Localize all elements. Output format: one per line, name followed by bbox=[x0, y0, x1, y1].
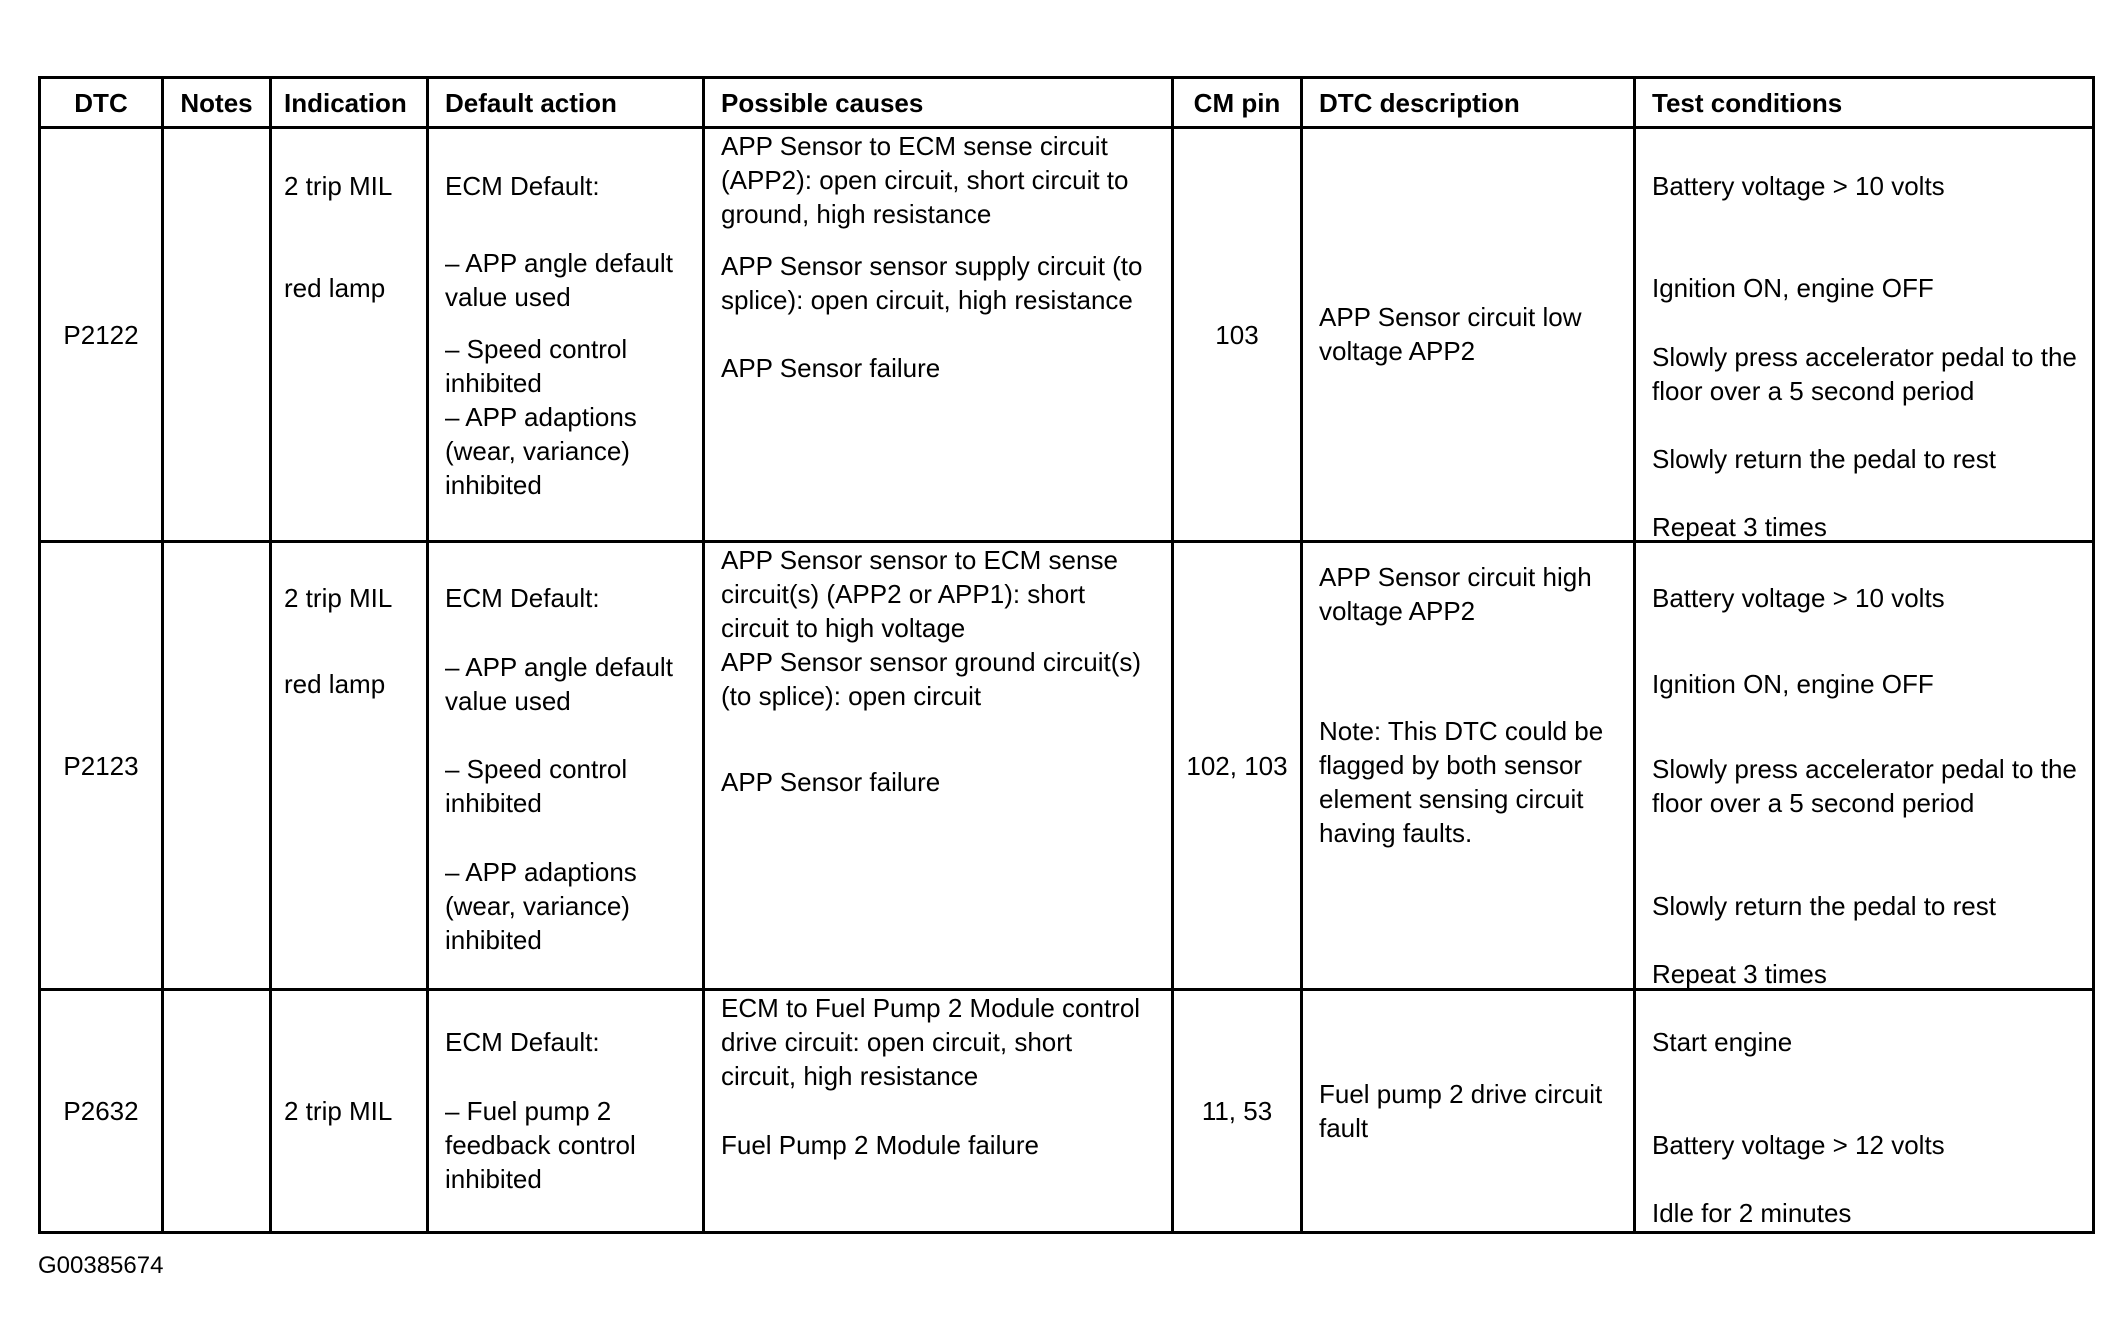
dtc-code: P2123 bbox=[63, 750, 139, 781]
dtc-description-line: having faults. bbox=[1319, 818, 1473, 848]
dtc-code-cell bbox=[40, 128, 163, 542]
default-action-line: feedback control bbox=[445, 1130, 636, 1160]
possible-causes-line: Fuel Pump 2 Module failure bbox=[721, 1130, 1039, 1160]
dtc-code-cell bbox=[40, 542, 163, 990]
default-action-line: value used bbox=[445, 686, 571, 716]
table-row bbox=[40, 990, 2094, 1233]
possible-causes-line: splice): open circuit, high resistance bbox=[721, 285, 1133, 315]
possible-causes-line: (APP2): open circuit, short circuit to bbox=[721, 165, 1129, 195]
dtc-description-line: Note: This DTC could be bbox=[1319, 716, 1604, 746]
dtc-description-cell bbox=[1302, 542, 1635, 990]
possible-causes-line: circuit, high resistance bbox=[721, 1061, 979, 1091]
indication-line: 2 trip MIL bbox=[284, 1096, 393, 1126]
header-dtc: DTC bbox=[40, 78, 163, 128]
default-action-line: inhibited bbox=[445, 925, 542, 955]
dtc-code: P2632 bbox=[63, 1096, 139, 1126]
default-action-line: – APP adaptions bbox=[445, 402, 637, 432]
dtc-description-line: flagged by both sensor bbox=[1319, 750, 1583, 780]
header-row bbox=[40, 78, 2094, 128]
indication-line: 2 trip MIL bbox=[284, 583, 393, 613]
default-action-cell bbox=[428, 128, 704, 542]
possible-causes-line: (to splice): open circuit bbox=[721, 681, 982, 711]
header-possible-causes: Possible causes bbox=[704, 78, 1173, 128]
dtc-description-line: voltage APP2 bbox=[1319, 596, 1476, 626]
test-conditions-line: Slowly return the pedal to rest bbox=[1652, 444, 1996, 474]
test-conditions-line: Battery voltage > 10 volts bbox=[1652, 171, 1945, 201]
test-conditions-line: Repeat 3 times bbox=[1652, 959, 1827, 989]
possible-causes-line: APP Sensor failure bbox=[721, 767, 941, 797]
dtc-code-cell bbox=[40, 990, 163, 1233]
possible-causes-line: ECM to Fuel Pump 2 Module control bbox=[721, 993, 1141, 1023]
test-conditions-cell bbox=[1635, 542, 2094, 990]
default-action-line: ECM Default: bbox=[445, 1027, 600, 1057]
table-row bbox=[40, 542, 2094, 990]
default-action-line: value used bbox=[445, 282, 571, 312]
indication-line: red lamp bbox=[284, 669, 386, 699]
default-action-line: (wear, variance) bbox=[445, 891, 630, 921]
possible-causes-cell bbox=[704, 990, 1173, 1233]
table-row bbox=[40, 128, 2094, 542]
default-action-line: inhibited bbox=[445, 788, 542, 818]
default-action-cell bbox=[428, 542, 704, 990]
dtc-description-line: APP Sensor circuit high bbox=[1319, 562, 1592, 592]
test-conditions-line: Slowly press accelerator pedal to the bbox=[1652, 754, 2077, 784]
default-action-line: inhibited bbox=[445, 470, 542, 500]
default-action-line: inhibited bbox=[445, 368, 542, 398]
indication-cell bbox=[271, 542, 428, 990]
dtc-description-cell bbox=[1302, 990, 1635, 1233]
test-conditions-cell bbox=[1635, 990, 2094, 1233]
dtc-code: P2122 bbox=[63, 319, 139, 350]
cm-pin: 11, 53 bbox=[1201, 1096, 1273, 1126]
default-action-line: inhibited bbox=[445, 1164, 542, 1194]
header-default-action: Default action bbox=[428, 78, 704, 128]
indication-line: 2 trip MIL bbox=[284, 171, 393, 201]
test-conditions-line: floor over a 5 second period bbox=[1652, 788, 1975, 818]
test-conditions-line: Idle for 2 minutes bbox=[1652, 1198, 1852, 1228]
dtc-table bbox=[38, 76, 2095, 1234]
test-conditions-line: Slowly return the pedal to rest bbox=[1652, 891, 1996, 921]
possible-causes-line: ground, high resistance bbox=[721, 199, 992, 229]
test-conditions-line: Start engine bbox=[1652, 1027, 1793, 1057]
cm-pin-cell bbox=[1173, 990, 1302, 1233]
notes-cell bbox=[163, 128, 271, 542]
header-cm-pin: CM pin bbox=[1173, 78, 1302, 128]
default-action-line: – Fuel pump 2 bbox=[445, 1096, 612, 1126]
possible-causes-line: circuit(s) (APP2 or APP1): short bbox=[721, 579, 1086, 609]
header-dtc-description: DTC description bbox=[1302, 78, 1635, 128]
dtc-description-line: Fuel pump 2 drive circuit bbox=[1319, 1079, 1603, 1109]
dtc-description-line: fault bbox=[1319, 1113, 1369, 1143]
test-conditions-line: Repeat 3 times bbox=[1652, 512, 1827, 542]
cm-pin: 103 bbox=[1215, 319, 1259, 350]
default-action-line: (wear, variance) bbox=[445, 436, 630, 466]
default-action-line: – APP angle default bbox=[445, 652, 673, 682]
possible-causes-line: APP Sensor failure bbox=[721, 353, 941, 383]
notes-cell bbox=[163, 990, 271, 1233]
figure-id: G00385674 bbox=[38, 1252, 164, 1279]
dtc-description-line: APP Sensor circuit low bbox=[1319, 302, 1582, 332]
possible-causes-cell bbox=[704, 542, 1173, 990]
test-conditions-line: Ignition ON, engine OFF bbox=[1652, 273, 1934, 303]
possible-causes-line: APP Sensor sensor supply circuit (to bbox=[721, 251, 1143, 281]
test-conditions-line: Slowly press accelerator pedal to the bbox=[1652, 342, 2077, 372]
possible-causes-cell bbox=[704, 128, 1173, 542]
possible-causes-line: APP Sensor sensor to ECM sense bbox=[721, 545, 1118, 575]
header-test-conditions: Test conditions bbox=[1635, 78, 2094, 128]
possible-causes-line: APP Sensor sensor ground circuit(s) bbox=[721, 647, 1142, 677]
notes-cell bbox=[163, 542, 271, 990]
indication-cell bbox=[271, 990, 428, 1233]
default-action-line: – Speed control bbox=[445, 754, 628, 784]
dtc-description-line: voltage APP2 bbox=[1319, 336, 1476, 366]
default-action-cell bbox=[428, 990, 704, 1233]
test-conditions-line: Battery voltage > 12 volts bbox=[1652, 1130, 1945, 1160]
header-indication: Indication bbox=[271, 78, 428, 128]
possible-causes-line: drive circuit: open circuit, short bbox=[721, 1027, 1073, 1057]
cm-pin-cell bbox=[1173, 542, 1302, 990]
cm-pin-cell bbox=[1173, 128, 1302, 542]
default-action-line: – APP angle default bbox=[445, 248, 673, 278]
default-action-line: – APP adaptions bbox=[445, 857, 637, 887]
possible-causes-line: APP Sensor to ECM sense circuit bbox=[721, 131, 1108, 161]
default-action-line: – Speed control bbox=[445, 334, 628, 364]
test-conditions-line: floor over a 5 second period bbox=[1652, 376, 1975, 406]
test-conditions-line: Battery voltage > 10 volts bbox=[1652, 583, 1945, 613]
indication-line: red lamp bbox=[284, 273, 386, 303]
default-action-line: ECM Default: bbox=[445, 583, 600, 613]
test-conditions-line: Ignition ON, engine OFF bbox=[1652, 669, 1934, 699]
header-notes: Notes bbox=[163, 78, 271, 128]
possible-causes-line: circuit to high voltage bbox=[721, 613, 966, 643]
dtc-description-line: element sensing circuit bbox=[1319, 784, 1584, 814]
cm-pin: 102, 103 bbox=[1186, 750, 1288, 781]
test-conditions-cell bbox=[1635, 128, 2094, 542]
dtc-description-cell bbox=[1302, 128, 1635, 542]
default-action-line: ECM Default: bbox=[445, 171, 600, 201]
indication-cell bbox=[271, 128, 428, 542]
